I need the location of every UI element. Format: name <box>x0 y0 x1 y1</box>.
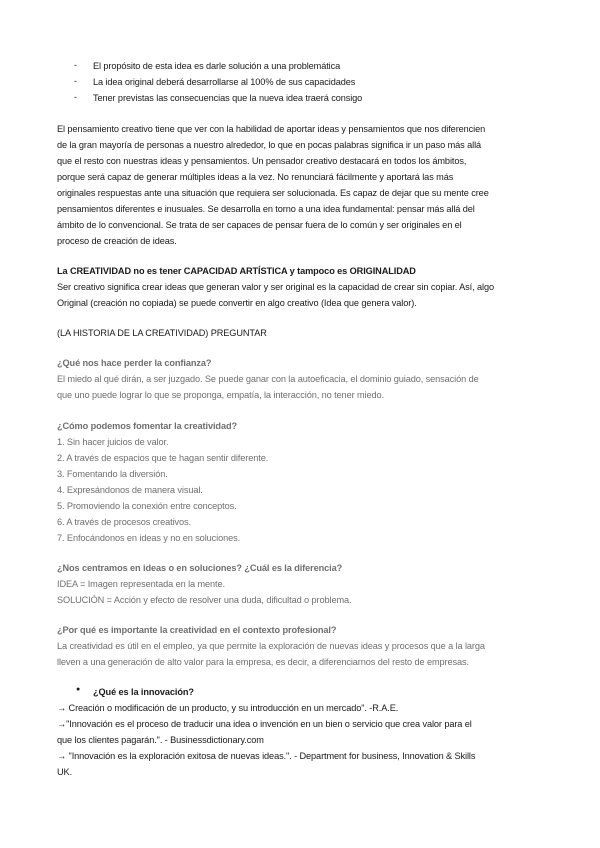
historia-heading: (LA HISTORIA DE LA CREATIVIDAD) PREGUNTAR <box>57 328 267 338</box>
bullet-icon: ● <box>76 686 81 693</box>
quote-line: → "Innovación es la exploración exitosa de nuevas ideas.". - Department for business, Innovation & Skills <box>57 751 476 761</box>
list-item: 4. Expresándonos de manera visual. <box>57 485 203 495</box>
paragraph-line: proceso de creación de ideas. <box>57 236 177 246</box>
quote-line: →"Innovación es el proceso de traducir una idea o invención en un bien o servicio que crea valor para el <box>57 719 472 729</box>
list-item: 3. Fomentando la diversión. <box>57 469 168 479</box>
paragraph-line: originales respuestas ante una situación que requiera ser solucionada. Es capaz de dejar que su mente cree <box>57 188 489 198</box>
section-heading: ¿Cómo podemos fomentar la creatividad? <box>57 421 237 431</box>
paragraph-line: Original (creación no copiada) se puede convertir en algo creativo (Idea que genera valor). <box>57 298 417 308</box>
quote-line: → Creación o modificación de un producto, y su introducción en un mercado". -R.A.E. <box>57 703 399 713</box>
list-item: 2. A través de espacios que te hagan sentir diferente. <box>57 453 269 463</box>
paragraph-line: porque será capaz de generar múltiples ideas a la vez. No renunciará fácilmente y aportará las más <box>57 172 454 182</box>
list-item: 6. A través de procesos creativos. <box>57 517 191 527</box>
paragraph-line: El pensamiento creativo tiene que ver con la habilidad de aportar ideas y pensamientos que nos diferencien <box>57 124 486 134</box>
paragraph-line: pensamientos diferentes e inusuales. Se desarrolla en torno a una idea fundamental: pensar más allá del <box>57 204 475 214</box>
section-heading: La CREATIVIDAD no es tener CAPACIDAD ARTÍSTICA y tampoco es ORIGINALIDAD <box>57 266 416 276</box>
list-item: Tener previstas las consecuencias que la nueva idea traerá consigo <box>93 93 363 103</box>
paragraph-line: SOLUCIÓN = Acción y efecto de resolver una duda, dificultad o problema. <box>57 595 352 605</box>
section-heading: ¿Qué es la innovación? <box>93 687 194 697</box>
list-item: 1. Sin hacer juicios de valor. <box>57 437 169 447</box>
paragraph-line: El miedo al qué dirán, a ser juzgado. Se puede ganar con la autoeficacia, el dominio guiado, sensación de <box>57 374 479 384</box>
paragraph-line: Ser creativo significa crear ideas que generan valor y ser original es la capacidad de crear sin copiar. Así, algo <box>57 282 494 292</box>
section-heading: ¿Qué nos hace perder la confianza? <box>57 358 212 368</box>
paragraph-line: que el resto con nuestras ideas y pensamientos. Un pensador creativo destacará en todos los ámbitos, <box>57 156 467 166</box>
section-heading: ¿Por qué es importante la creatividad en el contexto profesional? <box>57 625 337 635</box>
list-item: 5. Promoviendo la conexión entre conceptos. <box>57 501 237 511</box>
paragraph-line: La creatividad es útil en el empleo, ya que permite la exploración de nuevas ideas y procesos que a la larga <box>57 641 485 651</box>
section-heading: ¿Nos centramos en ideas o en soluciones? ¿Cuál es la diferencia? <box>57 563 343 573</box>
dash-marker: - <box>74 92 77 102</box>
quote-line: que los clientes pagarán.". - Businessdictionary.com <box>57 735 264 745</box>
list-item: 7. Enfocándonos en ideas y no en soluciones. <box>57 533 241 543</box>
paragraph-line: lleven a una generación de alto valor para la empresa, es decir, a diferenciarnos del resto de empresas. <box>57 657 469 667</box>
list-item: El propósito de esta idea es darle solución a una problemática <box>93 61 341 71</box>
dash-marker: - <box>74 60 77 70</box>
paragraph-line: que uno puede lograr lo que se proponga, empatía, la interacción, no tener miedo. <box>57 390 384 400</box>
paragraph-line: de la gran mayoría de personas a nuestro alrededor, lo que en pocas palabras significa ir un paso más allá <box>57 140 482 150</box>
dash-marker: - <box>74 76 77 86</box>
list-item: La idea original deberá desarrollarse al 100% de sus capacidades <box>93 77 356 87</box>
quote-line: UK. <box>57 767 73 777</box>
paragraph-line: IDEA = Imagen representada en la mente. <box>57 579 225 589</box>
paragraph-line: ámbito de lo convencional. Se trata de ser capaces de pensar fuera de lo común y ser originales en el <box>57 220 462 230</box>
